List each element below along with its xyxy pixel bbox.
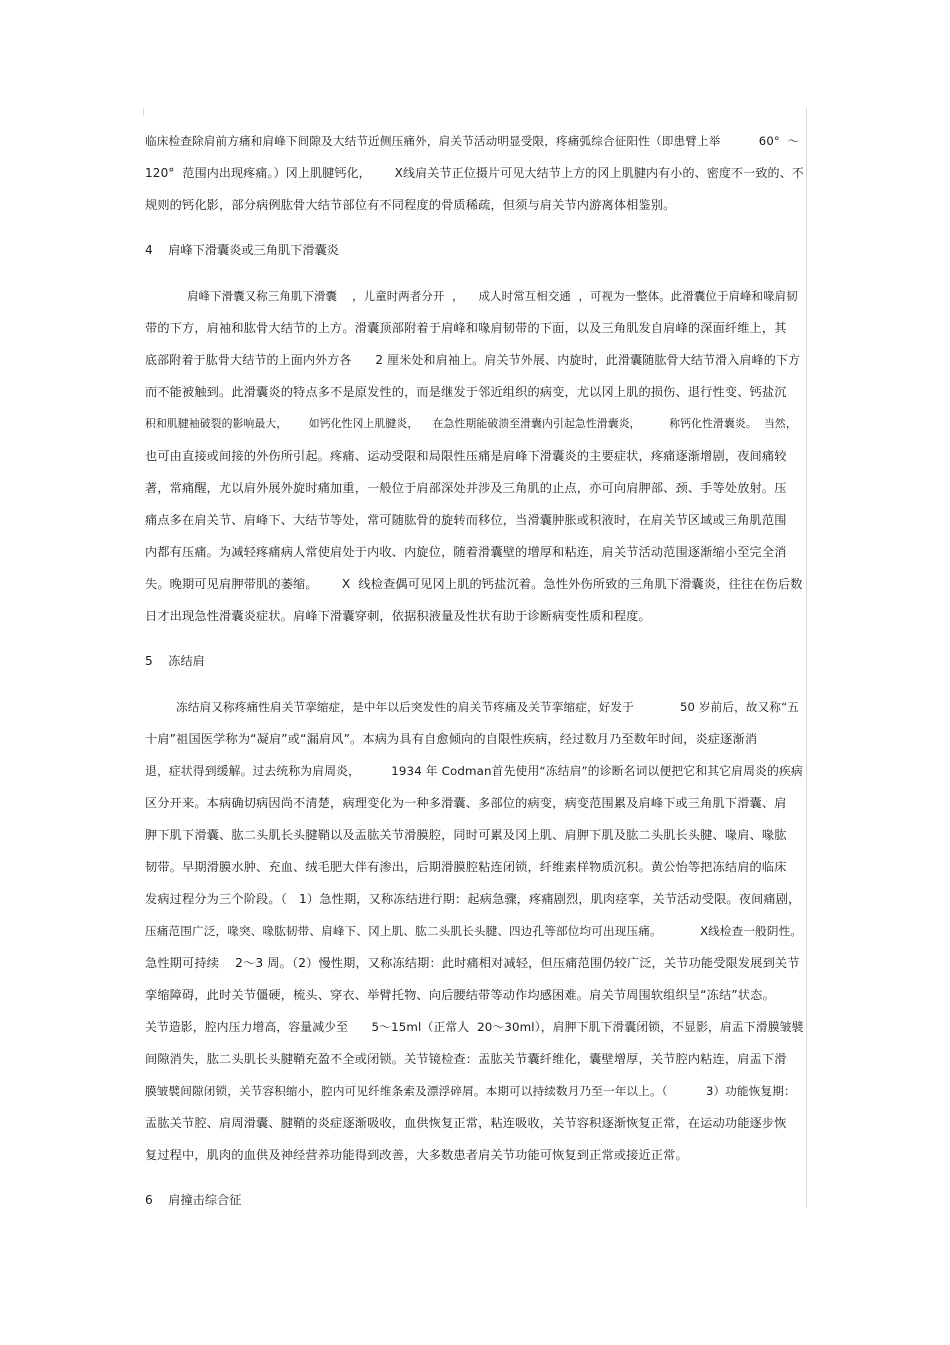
- paragraph-line: 发病过程分为三个阶段。（ 1）急性期，又称冻结进行期：起病急骤，疼痛剧烈，肌肉痉挛，关节活动受限。夜间痛剧，: [145, 892, 801, 906]
- frame-line-right: [806, 108, 807, 1208]
- paragraph-line: 积和肌腱袖破裂的影响最大， 如钙化性冈上肌腱炎， 在急性期能破溃至滑囊内引起急性滑囊炎， 称钙化性滑囊炎。 当然，: [145, 417, 797, 430]
- paragraph-line: 退，症状得到缓解。过去统称为肩周炎， 1934 年 Codman首先使用“冻结肩”的诊断名词以便把它和其它肩周炎的疾病: [145, 764, 803, 778]
- paragraph-line: 十肩”祖国医学称为“凝肩”或“漏肩风”。本病为具有自愈倾向的自限性疾病，经过数月乃至数年时间，炎症逐渐消: [145, 732, 758, 746]
- paragraph-line: 内都有压痛。为减轻疼痛病人常使肩处于内收、内旋位，随着滑囊壁的增厚和粘连，肩关节活动范围逐渐缩小至完全消: [145, 545, 787, 559]
- paragraph-line: 底部附着于肱骨大结节的上面内外方各 2 厘米处和肩袖上。肩关节外展、内旋时，此滑囊随肱骨大结节滑入肩峰的下方: [145, 353, 801, 367]
- frame-line-left: [143, 108, 144, 116]
- paragraph-line: 也可由直接或间接的外伤所引起。疼痛、运动受限和局限性压痛是肩峰下滑囊炎的主要症状，疼痛逐渐增剧，夜间痛较: [145, 449, 787, 463]
- paragraph-line: 临床检查除肩前方痛和肩峰下间隙及大结节近侧压痛外，肩关节活动明显受限，疼痛弧综合征阳性（即患臂上举 60° ～: [145, 134, 800, 148]
- paragraph-line: 失。晚期可见肩胛带肌的萎缩。 X 线检查偶可见冈上肌的钙盐沉着。急性外伤所致的三角肌下滑囊炎，往往在伤后数: [145, 577, 803, 591]
- paragraph-line: 急性期可持续 2～3 周。（2）慢性期，又称冻结期：此时痛相对减轻，但压痛范围仍较广泛，关节功能受限发展到关节: [145, 956, 800, 970]
- section-heading-6: 6 肩撞击综合征: [145, 1193, 242, 1207]
- paragraph-line: 盂肱关节腔、肩周滑囊、腱鞘的炎症逐渐吸收，血供恢复正常，粘连吸收，关节容积逐渐恢复正常，在运动功能逐步恢: [145, 1116, 787, 1130]
- paragraph-line: 压痛范围广泛，喙突、喙肱韧带、肩峰下、冈上肌、肱二头肌长头腱、四边孔等部位均可出现压痛。 X线检查一般阴性。: [145, 924, 803, 938]
- paragraph-line: 复过程中，肌肉的血供及神经营养功能得到改善，大多数患者肩关节功能可恢复到正常或接近正常。: [145, 1148, 688, 1162]
- paragraph-line: 肩峰下滑囊又称三角肌下滑囊 ，儿童时两者分开 ， 成人时常互相交通 ，可视为一整体。此滑囊位于肩峰和喙肩韧: [187, 289, 798, 303]
- paragraph-line: 带的下方，肩袖和肱骨大结节的上方。滑囊顶部附着于肩峰和喙肩韧带的下面，以及三角肌发自肩峰的深面纤维上，其: [145, 321, 787, 335]
- paragraph-line: 韧带。早期滑膜水肿、充血、绒毛肥大伴有渗出，后期滑膜腔粘连闭锁，纤维素样物质沉积。黄公怡等把冻结肩的临床: [145, 860, 787, 874]
- paragraph-line: 膜皱襞间隙闭锁，关节容积缩小，腔内可见纤维条索及漂浮碎屑。本期可以持续数月乃至一年以上。（ 3）功能恢复期：: [145, 1084, 796, 1098]
- section-heading-5: 5 冻结肩: [145, 654, 205, 668]
- section-heading-4: 4 肩峰下滑囊炎或三角肌下滑囊炎: [145, 243, 339, 257]
- paragraph-line: 而不能被触到。此滑囊炎的特点多不是原发性的，而是继发于邻近组织的病变，尤以冈上肌的损伤、退行性变、钙盐沉: [145, 385, 787, 399]
- paragraph-line: 120° 范围内出现疼痛。）冈上肌腱钙化， X线肩关节正位摄片可见大结节上方的冈上肌腱内有小的、密度不一致的、不: [145, 166, 804, 180]
- paragraph-line: 挛缩障碍，此时关节僵硬，梳头、穿衣、举臂托物、向后腰结带等动作均感困难。肩关节周围软组织呈“冻结”状态。: [145, 988, 775, 1002]
- paragraph-line: 冻结肩又称疼痛性肩关节挛缩症，是中年以后突发性的肩关节疼痛及关节挛缩症，好发于 50 岁前后，故又称“五: [176, 700, 800, 714]
- paragraph-line: 规则的钙化影，部分病例肱骨大结节部位有不同程度的骨质稀疏，但须与肩关节内游离体相鉴别。: [145, 198, 676, 212]
- paragraph-line: 著，常痛醒，尤以肩外展外旋时痛加重，一般位于肩部深处并涉及三角肌的止点，亦可向肩胛部、颈、手等处放射。压: [145, 481, 787, 495]
- paragraph-line: 胛下肌下滑囊、肱二头肌长头腱鞘以及盂肱关节滑膜腔，同时可累及冈上肌、肩胛下肌及肱二头肌长头腱、喙肩、喙肱: [145, 828, 787, 842]
- paragraph-line: 间隙消失，肱二头肌长头腱鞘充盈不全或闭锁。关节镜检查：盂肱关节囊纤维化，囊壁增厚，关节腔内粘连，肩盂下滑: [145, 1052, 787, 1066]
- paragraph-line: 日才出现急性滑囊炎症状。肩峰下滑囊穿刺，依据积液量及性状有助于诊断病变性质和程度。: [145, 609, 651, 623]
- paragraph-line: 关节造影，腔内压力增高，容量减少至 5～15ml（正常人 20～30ml），肩胛下肌下滑囊闭锁，不显影，肩盂下滑膜皱襞: [145, 1020, 804, 1034]
- paragraph-line: 痛点多在肩关节、肩峰下、大结节等处，常可随肱骨的旋转而移位，当滑囊肿胀或积液时，在肩关节区域或三角肌范围: [145, 513, 787, 527]
- paragraph-line: 区分开来。本病确切病因尚不清楚，病理变化为一种多滑囊、多部位的病变，病变范围累及肩峰下或三角肌下滑囊、肩: [145, 796, 787, 810]
